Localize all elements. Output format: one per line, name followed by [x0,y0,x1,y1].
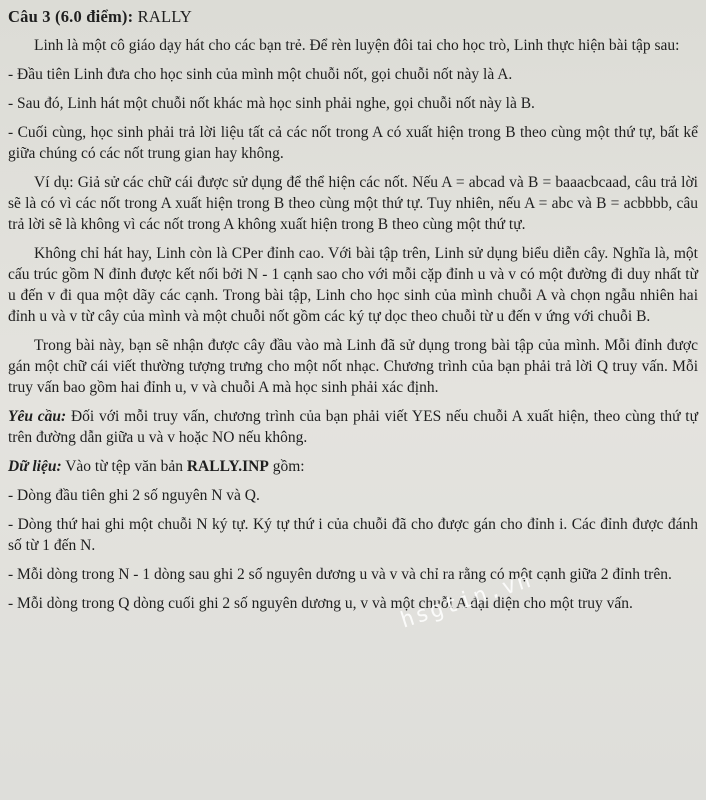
requirement-text: Đối với mỗi truy vấn, chương trình của bạn phải viết YES nếu chuỗi A xuất hiện, theo cùng thứ tự trên đường dẫn giữa u và v hoặc NO nếu không. [8,408,698,446]
task-paragraph: Trong bài này, bạn sẽ nhận được cây đầu vào mà Linh đã sử dụng trong bài tập của mình. Mỗi đỉnh được gán một chữ cái viết thường tượng trưng cho một nốt nhạc. Chương trình của bạn phải trả lời Q truy vấn. Mỗi truy vấn bao gồm hai đỉnh u, v và chuỗi A mà học sinh phải xác định. [8,337,698,396]
step-1: - Đầu tiên Linh đưa cho học sinh của mình một chuỗi nốt, gọi chuỗi nốt này là A. [8,66,513,83]
tree-paragraph: Không chỉ hát hay, Linh còn là CPer đỉnh cao. Với bài tập trên, Linh sử dụng biểu diễn cây. Nghĩa là, một cấu trúc gồm N đỉnh được kết nối bởi N - 1 cạnh sao cho với mỗi cặp đỉnh u và v có một đường đi duy nhất từ u đến v đi qua một dãy các cạnh. Trong bài tập, Linh cho học sinh của mình chuỗi A và chọn ngẫu nhiên hai đỉnh u và v từ cây của mình và một chuỗi nốt gồm các ký tự dọc theo chuỗi từ u đến v ứng với chuỗi B. [8,245,698,325]
problem-title [8,6,698,27]
problem-statement [8,6,698,622]
requirement-label: Yêu cầu: [8,408,67,425]
input-file-name: RALLY.INP [186,458,269,475]
problem-number: Câu 3 (6.0 điểm): [8,7,134,26]
input-line-3: - Mỗi dòng trong N - 1 dòng sau ghi 2 số nguyên dương u và v và chỉ ra rằng có một cạnh giữa 2 đỉnh trên. [8,566,672,583]
input-line-2: - Dòng thứ hai ghi một chuỗi N ký tự. Ký tự thứ i của chuỗi đã cho được gán cho đỉnh i. Các đỉnh được đánh số từ 1 đến N. [8,516,698,554]
step-3: - Cuối cùng, học sinh phải trả lời liệu tất cả các nốt trong A có xuất hiện trong B theo cùng một thứ tự, bất kể giữa chúng có các nốt trung gian hay không. [8,124,698,162]
input-line-1: - Dòng đầu tiên ghi 2 số nguyên N và Q. [8,487,260,504]
input-text-after: gồm: [268,458,305,475]
watermark: hsgtin.vn [397,567,536,634]
intro-paragraph: Linh là một cô giáo dạy hát cho các bạn trẻ. Để rèn luyện đôi tai cho học trò, Linh thực hiện bài tập sau: [34,37,680,54]
step-2: - Sau đó, Linh hát một chuỗi nốt khác mà học sinh phải nghe, gọi chuỗi nốt này là B. [8,95,535,112]
problem-name: RALLY [137,7,192,26]
input-label: Dữ liệu: [8,458,62,475]
example-paragraph: Ví dụ: Giả sử các chữ cái được sử dụng để thể hiện các nốt. Nếu A = abcad và B = baaacbcaad, câu trả lời sẽ là có vì các nốt trong A xuất hiện trong B theo cùng một thứ tự. Tuy nhiên, nếu A = abc và B = acbbbb, câu trả lời sẽ là không vì các nốt trong A không xuất hiện trong B theo cùng một thứ tự. [8,174,698,233]
input-line-4: - Mỗi dòng trong Q dòng cuối ghi 2 số nguyên dương u, v và một chuỗi A đại diện cho một truy vấn. [8,595,633,612]
input-heading [8,456,698,477]
input-text-before: Vào từ tệp văn bản [61,458,187,475]
requirement-paragraph [8,406,698,448]
